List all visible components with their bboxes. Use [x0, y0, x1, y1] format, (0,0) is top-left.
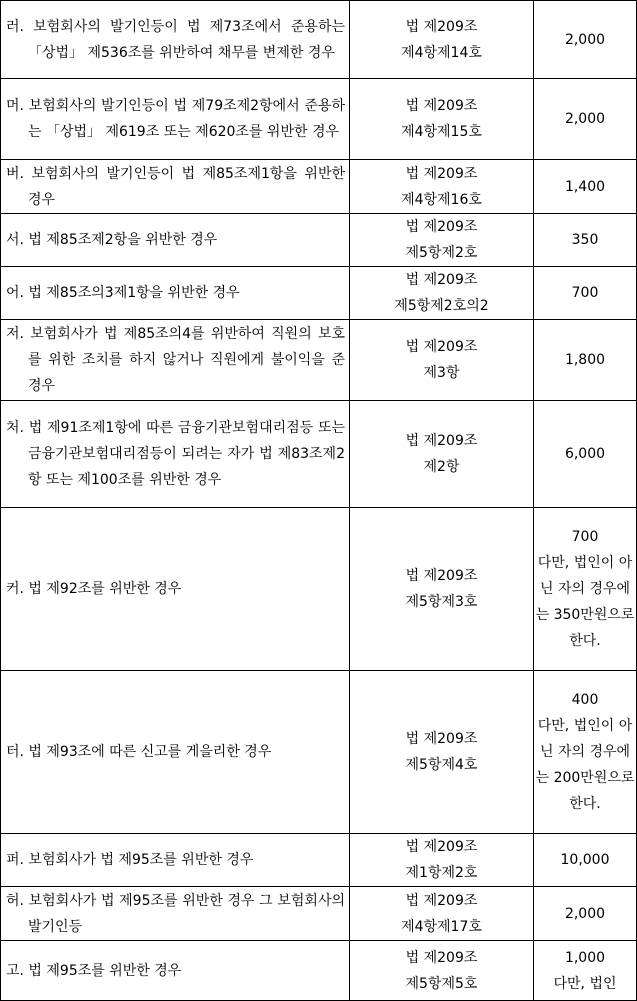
amount-cell [534, 267, 637, 320]
legal-basis-cell [350, 1, 534, 79]
amount-cell [534, 160, 637, 214]
violation-cell [1, 834, 350, 887]
table-row [1, 1, 637, 79]
violation-text: 저. 보험회사가 법 제85조의4를 위반하여 직원의 보호를 위한 조치를 하지 않거나 직원에게 불이익을 준 경우 [6, 326, 345, 394]
legal-basis-line1: 법 제209조 [405, 165, 478, 182]
legal-basis-line1: 법 제209조 [405, 892, 478, 909]
table-row [1, 508, 637, 671]
violation-text: 버. 보험회사의 발기인등이 법 제85조제1항을 위반한 경우 [6, 165, 345, 208]
legal-basis-line1: 법 제209조 [405, 433, 478, 449]
amount-note: 다만, 법인 [553, 975, 617, 992]
amount-value: 2,000 [564, 111, 606, 127]
amount-cell [534, 834, 637, 887]
violation-text: 처. 법 제91조제1항에 따른 금융기관보험대리점등 또는 금융기관보험대리점등이 되려는 자가 법 제83조제2항 또는 제100조를 위반한 경우 [6, 420, 345, 488]
violation-cell [1, 887, 350, 941]
legal-basis-line2: 제5항제3호 [405, 594, 478, 610]
legal-basis-line2: 제4항제16호 [401, 191, 482, 208]
amount-cell [534, 887, 637, 941]
legal-basis-line1: 법 제209조 [405, 839, 478, 855]
amount-value: 6,000 [564, 446, 606, 462]
violation-cell [1, 941, 350, 1001]
legal-basis-line2: 제4항제15호 [401, 124, 482, 140]
violation-text: 고. 법 제95조를 위반한 경우 [6, 962, 182, 979]
legal-basis-line1: 법 제209조 [405, 731, 478, 747]
legal-basis-line2: 제5항제4호 [405, 757, 478, 773]
amount-value: 700 [571, 529, 599, 545]
legal-basis-line1: 법 제209조 [405, 568, 478, 584]
legal-basis-cell [350, 320, 534, 401]
legal-basis-cell [350, 160, 534, 214]
legal-basis-line1: 법 제209조 [405, 98, 478, 114]
violation-text: 커. 법 제92조를 위반한 경우 [6, 581, 182, 597]
table-row [1, 401, 637, 508]
violation-cell [1, 1, 350, 79]
legal-basis-line1: 법 제209조 [405, 949, 478, 966]
legal-basis-line2: 제2항 [423, 459, 460, 475]
amount-value: 2,000 [564, 905, 606, 922]
amount-cell [534, 214, 637, 267]
legal-basis-line1: 법 제209조 [405, 272, 478, 288]
legal-basis-line1: 법 제209조 [405, 339, 478, 355]
amount-cell [534, 941, 637, 1001]
legal-basis-line2: 제5항제5호 [405, 975, 478, 992]
table-row [1, 834, 637, 887]
legal-basis-line2: 제4항제17호 [401, 918, 482, 935]
legal-basis-cell [350, 941, 534, 1001]
amount-cell [534, 320, 637, 401]
legal-basis-cell [350, 214, 534, 267]
amount-cell [534, 671, 637, 834]
legal-basis-cell [350, 834, 534, 887]
violation-cell [1, 79, 350, 160]
legal-basis-cell [350, 671, 534, 834]
amount-value: 2,000 [564, 31, 606, 48]
table-row [1, 320, 637, 401]
table-row [1, 267, 637, 320]
legal-basis-cell [350, 401, 534, 508]
table-row [1, 160, 637, 214]
amount-value: 700 [571, 285, 599, 301]
violation-cell [1, 214, 350, 267]
violation-text: 허. 보험회사가 법 제95조를 위반한 경우 그 보험회사의 발기인등 [6, 892, 345, 935]
table-row [1, 887, 637, 941]
amount-note: 다만, 법인이 아닌 자의 경우에는 200만원으로 한다. [535, 718, 635, 812]
amount-value: 350 [571, 232, 599, 248]
violation-text: 머. 보험회사의 발기인등이 법 제79조제2항에서 준용하는 「상법」 제619조 또는 제620조를 위반한 경우 [6, 98, 345, 140]
legal-basis-line2: 제1항제2호 [405, 865, 478, 881]
amount-cell [534, 1, 637, 79]
amount-value: 1,000 [564, 949, 606, 966]
table-row [1, 214, 637, 267]
legal-basis-line2: 제5항제2호 [405, 245, 478, 261]
violation-cell [1, 160, 350, 214]
violation-cell [1, 320, 350, 401]
violation-text: 터. 법 제93조에 따른 신고를 게을리한 경우 [6, 744, 272, 760]
amount-value: 1,400 [564, 178, 606, 195]
legal-basis-line2: 제3항 [423, 365, 460, 381]
violation-text: 어. 법 제85조의3제1항을 위반한 경우 [6, 285, 240, 301]
amount-value: 400 [571, 692, 599, 708]
amount-cell [534, 79, 637, 160]
amount-value: 1,800 [564, 352, 606, 368]
legal-basis-line2: 제4항제14호 [401, 44, 482, 61]
amount-note: 다만, 법인이 아닌 자의 경우에는 350만원으로 한다. [535, 555, 635, 649]
amount-cell [534, 508, 637, 671]
violation-text: 퍼. 보험회사가 법 제95조를 위반한 경우 [6, 852, 254, 868]
legal-basis-cell [350, 508, 534, 671]
legal-basis-cell [350, 267, 534, 320]
legal-basis-line1: 법 제209조 [405, 219, 478, 235]
legal-basis-line2: 제5항제2호의2 [394, 298, 489, 314]
violation-cell [1, 267, 350, 320]
violation-cell [1, 401, 350, 508]
legal-basis-line1: 법 제209조 [405, 18, 478, 35]
amount-cell [534, 401, 637, 508]
table-row [1, 79, 637, 160]
violation-text: 서. 법 제85조제2항을 위반한 경우 [6, 232, 218, 248]
legal-basis-cell [350, 79, 534, 160]
legal-basis-cell [350, 887, 534, 941]
violation-cell [1, 508, 350, 671]
amount-value: 10,000 [560, 852, 610, 868]
violation-cell [1, 671, 350, 834]
table-row [1, 671, 637, 834]
violation-text: 러. 보험회사의 발기인등이 법 제73조에서 준용하는 「상법」 제536조를 위반하여 채무를 변제한 경우 [6, 18, 345, 61]
table-row [1, 941, 637, 1001]
